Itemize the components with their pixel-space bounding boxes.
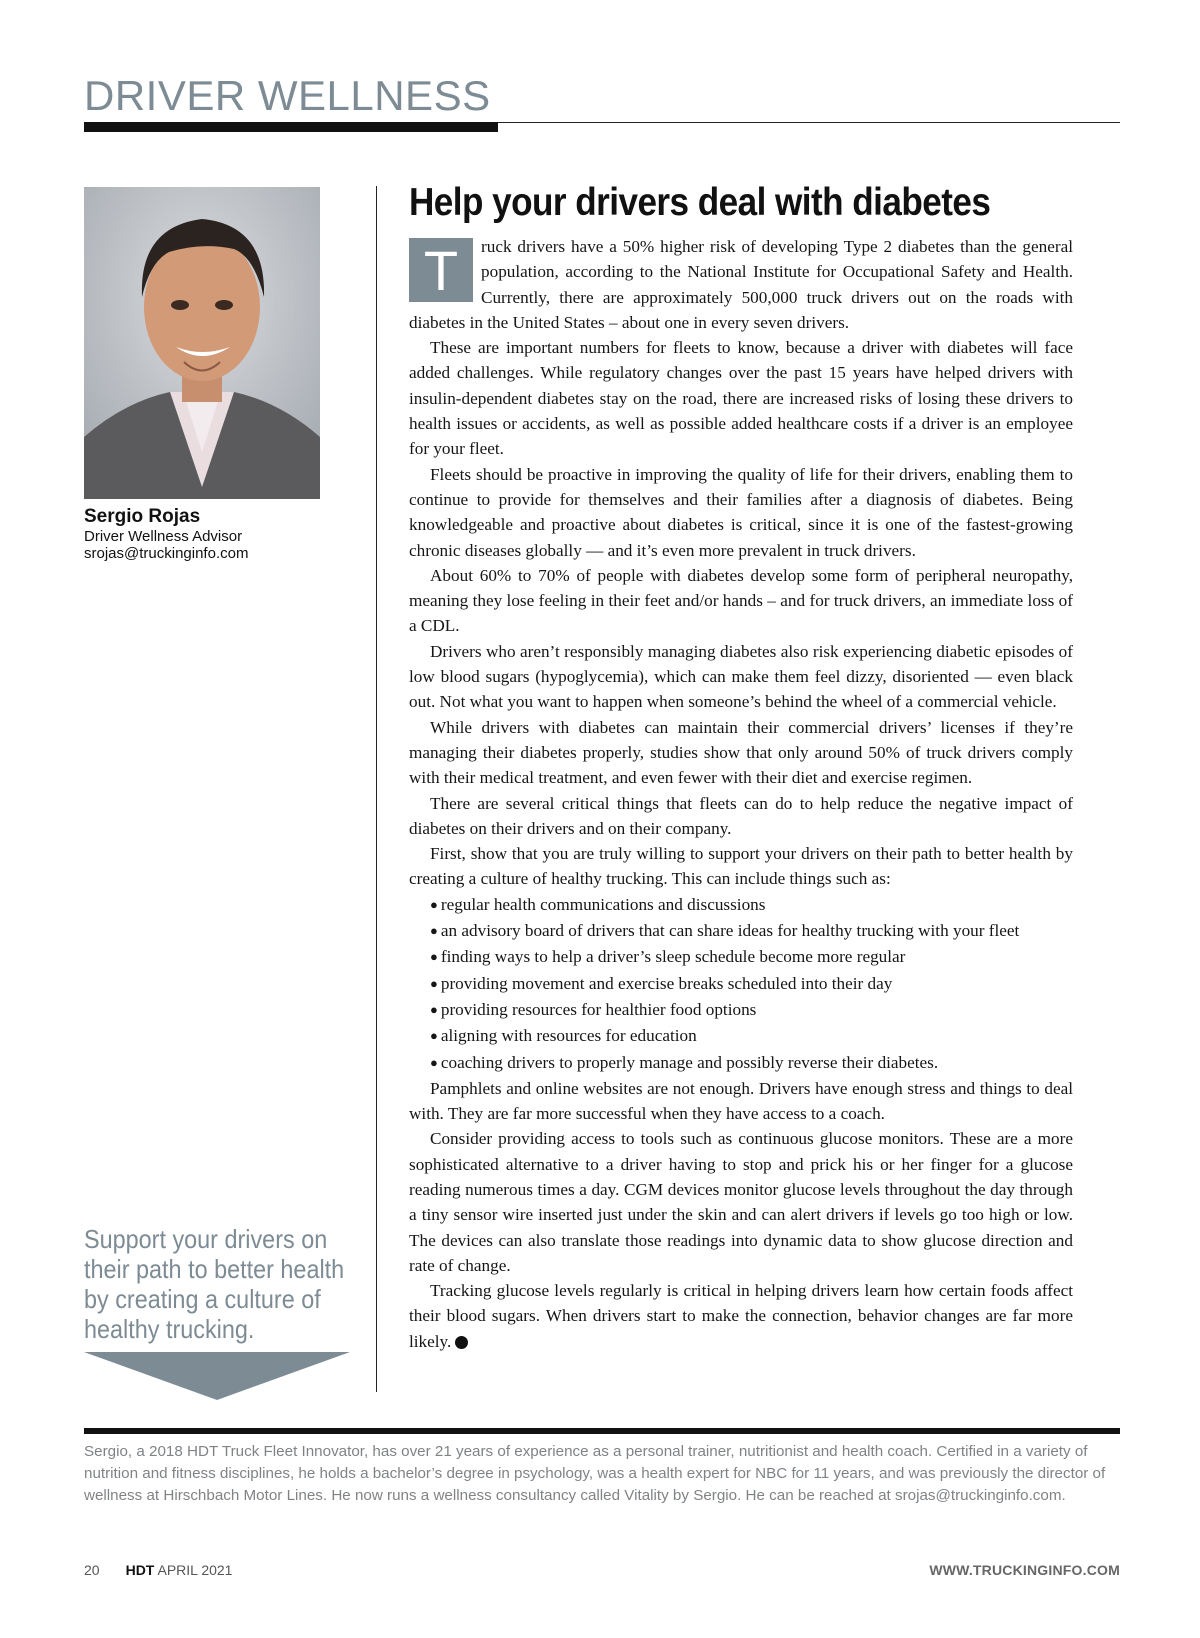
article-paragraph: Drivers who aren’t responsibly managing diabetes also risk experiencing diabetic episodes of low blood sugars (hypoglycemia), which can make them feel dizzy, disoriented — even black out. Not what you want to happen when someone’s behind the wheel of a commercial vehicle.: [409, 641, 1073, 712]
section-title: DRIVER WELLNESS: [84, 72, 491, 119]
bullet-item: ● regular health communications and discussions: [430, 892, 1073, 918]
article-headline: Help your drivers deal with diabetes: [409, 181, 991, 224]
author-email: srojas@truckinginfo.com: [84, 545, 249, 562]
article-body: [409, 234, 1073, 1354]
article-paragraph: Fleets should be proactive in improving the quality of life for their drivers, enabling them to continue to provide for themselves and their families after a diagnosis of diabetes. Being knowledgeable and proactive about diabetes is critical, since it is one of the fastest-growing chronic diseases globally — and it’s even more prevalent in truck drivers.: [409, 464, 1073, 560]
author-name: Sergio Rojas: [84, 506, 201, 527]
bullet-list: [409, 892, 1073, 1076]
end-mark-icon: HDT: [455, 1336, 468, 1349]
footer-website: WWW.TRUCKINGINFO.COM: [929, 1562, 1120, 1578]
bullet-item: ● coaching drivers to properly manage and possibly reverse their diabetes.: [430, 1050, 1073, 1076]
article-paragraph: First, show that you are truly willing to support your drivers on their path to better health by creating a culture of healthy trucking. This can include things such as:: [409, 844, 1073, 889]
article-paragraph-text: Tracking glucose levels regularly is critical in helping drivers learn how certain foods affect their blood sugars. When drivers start to make the connection, behavior changes are far more likely.: [409, 1281, 1073, 1351]
article-paragraph: [409, 234, 1073, 335]
article-paragraph: About 60% to 70% of people with diabetes develop some form of peripheral neuropathy, meaning they lose feeling in their feet and/or hands – and for truck drivers, an immediate loss of a CDL.: [409, 565, 1073, 636]
bullet-item: ● providing resources for healthier food options: [430, 997, 1073, 1023]
author-portrait-image: [84, 187, 320, 499]
author-photo: [84, 187, 320, 499]
article-paragraph: Consider providing access to tools such as continuous glucose monitors. These are a more sophisticated alternative to a driver having to stop and prick his or her finger for a glucose reading numerous times a day. CGM devices monitor glucose levels throughout the day through a tiny sensor wire inserted just under the skin and can alert drivers if levels go too high or low. The devices can also translate those readings into dynamic data to show glucose direction and rate of change.: [409, 1129, 1073, 1275]
article-paragraph: There are several critical things that fleets can do to help reduce the negative impact of diabetes on their drivers and on their company.: [409, 793, 1073, 838]
publication-name: HDT: [125, 1562, 155, 1578]
footer-left: [84, 1561, 232, 1579]
article-paragraph: These are important numbers for fleets to know, because a driver with diabetes will face added challenges. While regulatory changes over the past 15 years have helped drivers with insulin-dependent diabetes stay on the road, there are increased risks of losing these drivers to health issues or accidents, as well as possible added healthcare costs if a driver is an employee for your fleet.: [409, 338, 1073, 459]
author-role: Driver Wellness Advisor: [84, 528, 243, 545]
bullet-item: ● an advisory board of drivers that can share ideas for healthy trucking with your fleet: [430, 918, 1073, 944]
drop-cap: T: [409, 238, 473, 302]
article-paragraph: [409, 1278, 1073, 1354]
article-paragraph: While drivers with diabetes can maintain their commercial drivers’ licenses if they’re managing their diabetes properly, studies show that only around 50% of truck drivers comply with their medical treatment, and even fewer with their diet and exercise regimen.: [409, 717, 1073, 788]
bullet-item: ● aligning with resources for education: [430, 1023, 1073, 1049]
header-rule-thick: [84, 122, 498, 132]
pull-quote-arrow-icon: [84, 1352, 350, 1402]
article-paragraph: Pamphlets and online websites are not enough. Drivers have enough stress and things to deal with. They are far more successful when they have access to a coach.: [409, 1078, 1073, 1124]
page-number: 20: [84, 1562, 100, 1578]
pull-quote: Support your drivers on their path to better health by creating a culture of healthy trucking.: [84, 1224, 345, 1344]
bullet-item: ● providing movement and exercise breaks scheduled into their day: [430, 971, 1073, 997]
bio-rule: [84, 1428, 1120, 1434]
author-bio: Sergio, a 2018 HDT Truck Fleet Innovator, has over 21 years of experience as a personal trainer, nutritionist and health coach. Certified in a variety of nutrition and fitness disciplines, he holds a bachelor’s degree in psychology, was a health expert for NBC for 11 years, and was previously the director of wellness at Hirschbach Motor Lines. He now runs a wellness consultancy called Vitality by Sergio. He can be reached at srojas@truckinginfo.com.: [84, 1443, 1106, 1504]
column-divider: [376, 186, 377, 1392]
bullet-item: ● finding ways to help a driver’s sleep schedule become more regular: [430, 944, 1073, 970]
article-paragraph-text: ruck drivers have a 50% higher risk of developing Type 2 diabetes than the general population, according to the National Institute for Occupational Safety and Health. Currently, there are approximately 500,000 truck drivers out on the roads with diabetes in the United States – about one in every seven drivers.: [409, 237, 1073, 332]
issue-date: APRIL 2021: [157, 1562, 233, 1578]
